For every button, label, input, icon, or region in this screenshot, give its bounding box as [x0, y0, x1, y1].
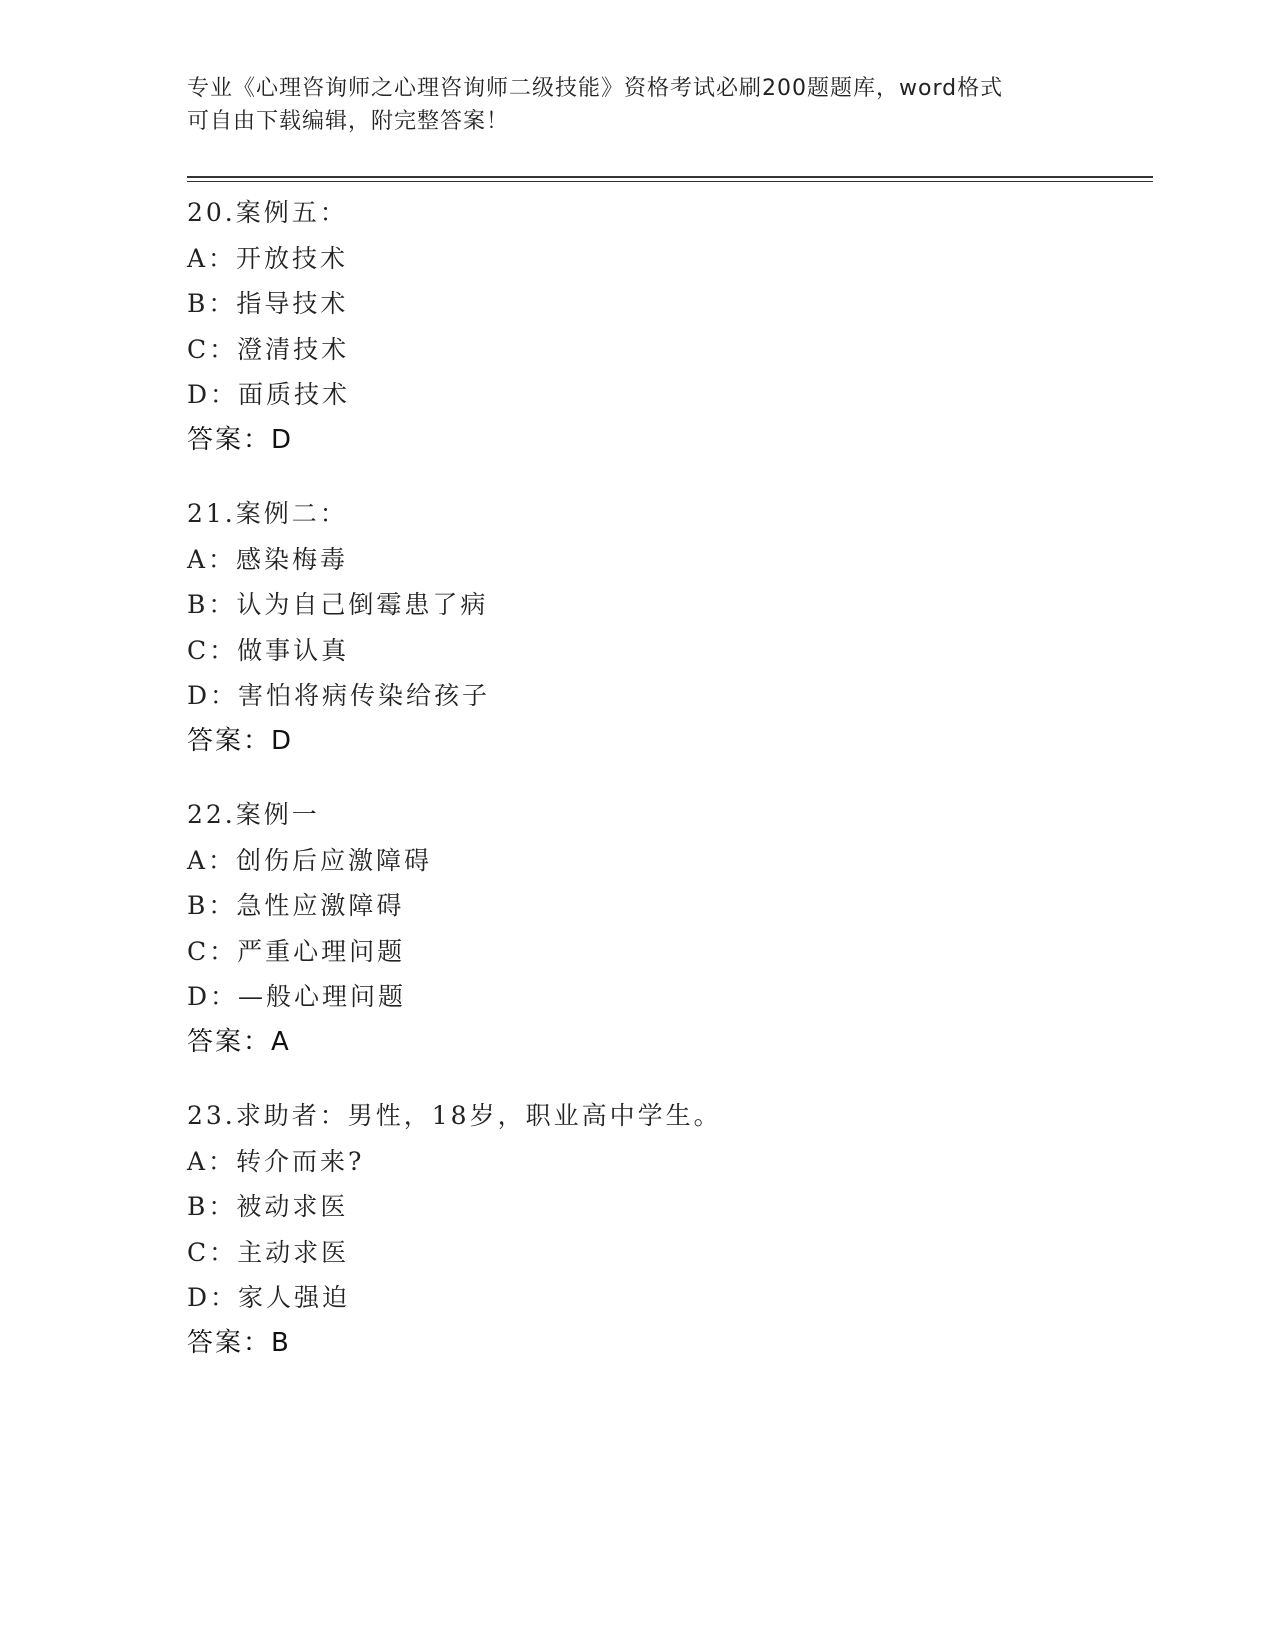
option-a: A：开放技术 — [187, 243, 349, 273]
option-a: A：感染梅毒 — [187, 544, 349, 574]
option-d: D：害怕将病传染给孩子 — [187, 681, 491, 710]
answer-key: 答案：A — [187, 1026, 291, 1057]
question-stem: 22.案例一 — [187, 800, 320, 829]
answer-key: 答案：B — [187, 1327, 291, 1358]
question-block — [187, 190, 1147, 463]
option-a: A：转介而来? — [187, 1146, 365, 1176]
question-stem: 21.案例二： — [187, 499, 348, 528]
option-a: A：创伤后应激障碍 — [187, 845, 433, 875]
document-header — [187, 72, 1087, 138]
header-line-2: 可自由下载编辑，附完整答案！ — [187, 109, 510, 134]
option-b: B：被动求医 — [187, 1192, 349, 1221]
answer-key: 答案：D — [187, 424, 294, 455]
header-divider-thick — [187, 176, 1153, 178]
option-c: C：澄清技术 — [187, 334, 350, 364]
option-b: B：急性应激障碍 — [187, 891, 405, 920]
option-c: C：做事认真 — [187, 635, 350, 665]
option-d: D：面质技术 — [187, 380, 351, 409]
question-stem: 20.案例五： — [187, 198, 348, 227]
option-c: C：主动求医 — [187, 1237, 350, 1267]
header-divider-thin — [187, 181, 1153, 182]
question-stem: 23.求助者：男性，18岁，职业高中学生。 — [187, 1101, 722, 1130]
option-d: D：—般心理问题 — [187, 982, 407, 1011]
question-list — [187, 190, 1147, 1394]
question-block — [187, 491, 1147, 764]
question-block — [187, 1093, 1147, 1366]
option-c: C：严重心理问题 — [187, 936, 406, 966]
header-line-1: 专业《心理咨询师之心理咨询师二级技能》资格考试必刷200题题库，word格式 — [187, 76, 1004, 101]
option-d: D：家人强迫 — [187, 1283, 351, 1312]
question-block — [187, 792, 1147, 1065]
answer-key: 答案：D — [187, 725, 294, 756]
option-b: B：认为自己倒霉患了病 — [187, 590, 489, 619]
option-b: B：指导技术 — [187, 289, 349, 318]
